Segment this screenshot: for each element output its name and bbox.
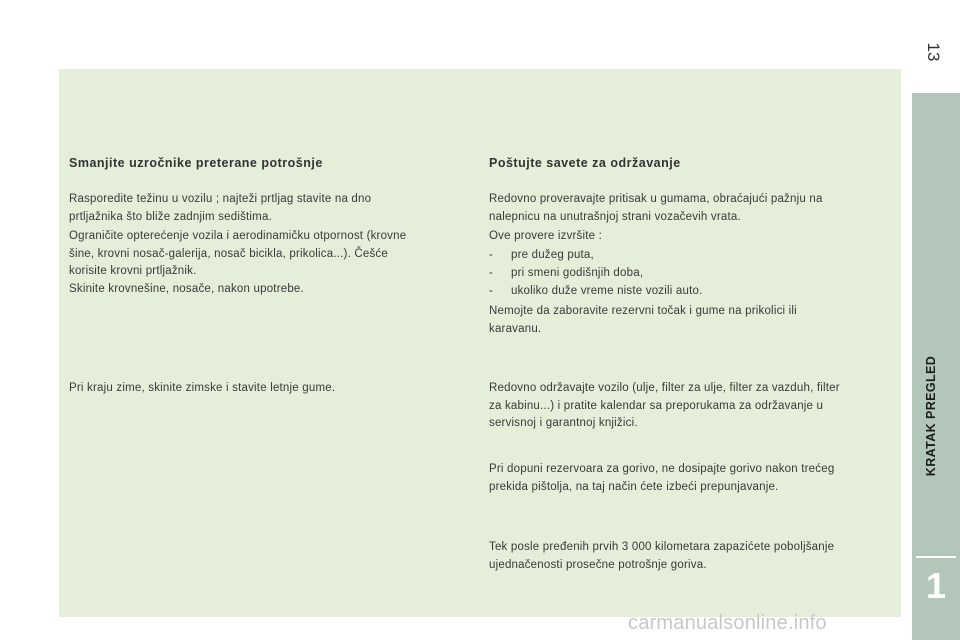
chapter-tab-label: KRATAK PREGLED [924,355,938,477]
right-p3-line1: Nemojte da zaboravite rezervni točak i gume na prikolici ili [489,305,797,317]
chapter-tab-divider [916,556,956,558]
right-p3-line2: karavanu. [489,322,542,335]
right-p6-line1: Tek posle pređenih prvih 3 000 kilometara zapazićete poboljšanje [489,541,835,553]
left-heading: Smanjite uzročnike preterane potrošnje [69,156,323,170]
left-p2-line1: Ograničite opterećenje vozila i aerodinamičku otpornost (krovne [69,230,407,242]
left-paragraph-2 [69,228,406,281]
bullet-text: pri smeni godišnjih doba, [511,267,644,279]
right-p4-line2: za kabinu...) i pratite kalendar sa preporukama za održavanje u [489,399,824,412]
list-item [489,265,643,283]
left-paragraph-4: Pri kraju zime, skinite zimske i stavite letnje gume. [69,382,336,394]
right-heading: Poštujte savete za održavanje [489,156,681,170]
left-paragraph-1 [69,191,371,226]
right-paragraph-1 [489,191,823,226]
left-p2-line3: korisite krovni prtljažnik. [69,265,197,277]
right-paragraph-2: Ove provere izvršite : [489,230,603,242]
right-p5-line2: prekida pištolja, na taj način ćete izbeći prepunjavanje. [489,480,779,493]
left-p1-line2: prtljažnika što bliže zadnjim sedištima. [69,210,272,223]
right-p1-line1: Redovno proveravajte pritisak u gumama, obraćajući pažnju na [489,193,823,205]
right-paragraph-5 [489,461,834,496]
right-p4-line3: servisnoj i garantnoj knjižici. [489,417,638,429]
bullet-dash: - [489,267,494,279]
right-paragraph-6 [489,539,834,574]
right-p1-line2: nalepnicu na unutrašnjoj strani vozačevih vrata. [489,210,741,223]
left-paragraph-3: Skinite krovnešine, nosače, nakon upotrebe. [69,283,304,295]
bullet-dash: - [489,285,494,297]
bullet-text: ukoliko duže vreme niste vozili auto. [511,285,703,297]
list-item [489,283,703,301]
page-number: 13 [924,42,943,62]
right-paragraph-3 [489,303,797,338]
right-p6-line2: ujednačenosti prosečne potrošnje goriva. [489,558,707,571]
right-p5-line1: Pri dopuni rezervoara za gorivo, ne dosipajte gorivo nakon trećeg [489,463,835,475]
left-p2-line2: šine, krovni nosač-galerija, nosač bicikla, prikolica...). Češće [69,247,388,260]
right-paragraph-4 [489,380,840,433]
list-item [489,247,594,265]
right-p4-line1: Redovno održavajte vozilo (ulje, filter za ulje, filter za vazduh, filter [489,382,840,394]
watermark: carmanualsonline.info [628,612,827,634]
bullet-text: pre dužeg puta, [511,249,594,261]
content-panel [59,69,901,617]
bullet-dash: - [489,249,494,261]
chapter-number: 1 [925,565,947,606]
left-p1-line1: Rasporedite težinu u vozilu ; najteži prtljag stavite na dno [69,193,372,205]
